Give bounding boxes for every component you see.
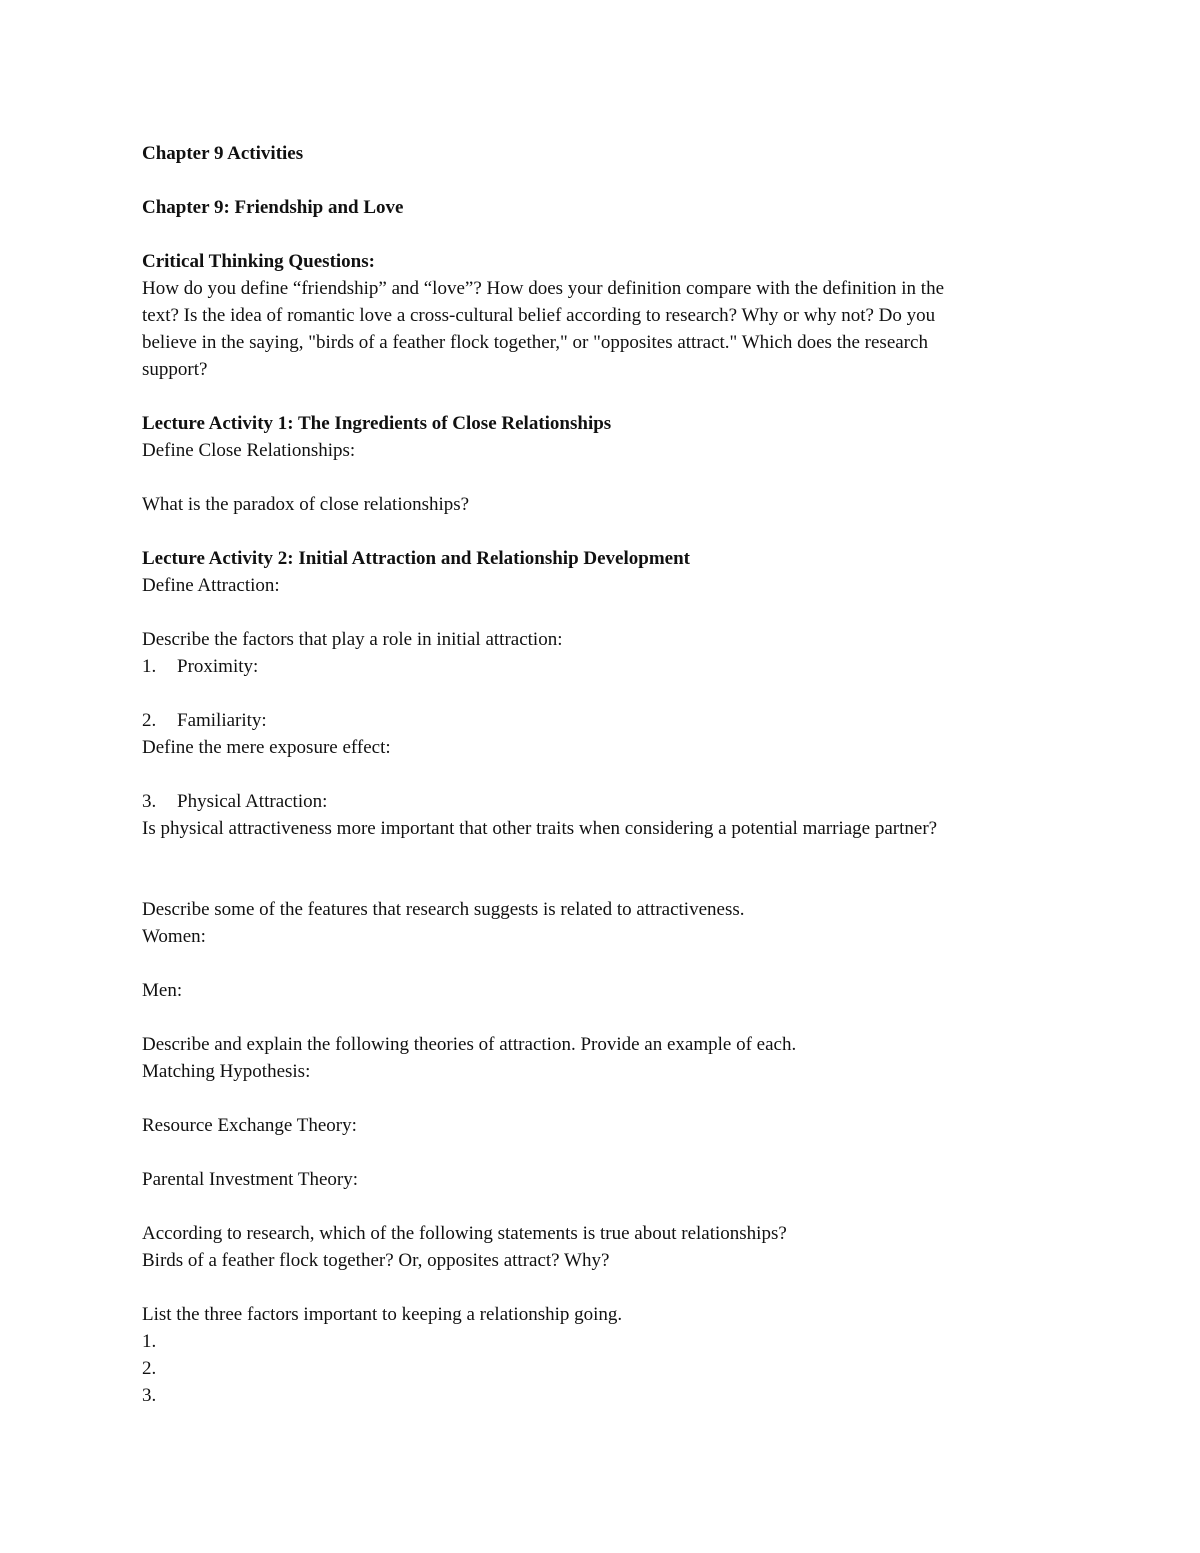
activity1-heading: Lecture Activity 1: The Ingredients of Close Relationships [142, 413, 612, 434]
chapter-heading: Chapter 9: Friendship and Love [142, 197, 404, 218]
list-item-number: 1. [142, 1331, 157, 1352]
factor-number: 2. [142, 710, 157, 731]
men-label: Men: [142, 980, 183, 1001]
critical-thinking-line: How do you define “friendship” and “love”? How does your definition compare with the definition in the [142, 278, 944, 299]
parental-investment-label: Parental Investment Theory: [142, 1169, 358, 1190]
factor-number: 3. [142, 791, 157, 812]
mere-exposure-prompt: Define the mere exposure effect: [142, 737, 391, 758]
theories-intro: Describe and explain the following theories of attraction. Provide an example of each. [142, 1034, 797, 1055]
factor-item-proximity [142, 653, 1062, 680]
physical-question: Is physical attractiveness more important that other traits when considering a potential marriage partner? [142, 818, 938, 839]
factor-label: Physical Attraction: [177, 791, 328, 812]
factors-intro: Describe the factors that play a role in initial attraction: [142, 629, 563, 650]
factor-label: Familiarity: [177, 710, 267, 731]
list-item-number: 3. [142, 1385, 157, 1406]
document-title: Chapter 9 Activities [142, 143, 304, 164]
list-intro: List the three factors important to keeping a relationship going. [142, 1304, 623, 1325]
factor-item-physical [142, 788, 1062, 815]
activity2-define: Define Attraction: [142, 575, 280, 596]
critical-thinking-line: text? Is the idea of romantic love a cross-cultural belief according to research? Why or why not? Do you [142, 305, 936, 326]
factor-item-familiarity [142, 707, 1062, 734]
critical-thinking-line: believe in the saying, "birds of a feather flock together," or "opposites attract." Which does the research [142, 332, 928, 353]
matching-hypothesis-label: Matching Hypothesis: [142, 1061, 311, 1082]
activity2-heading: Lecture Activity 2: Initial Attraction and Relationship Development [142, 548, 690, 569]
factor-number: 1. [142, 656, 157, 677]
activity1-paradox: What is the paradox of close relationships? [142, 494, 470, 515]
resource-exchange-label: Resource Exchange Theory: [142, 1115, 357, 1136]
research-question-line: Birds of a feather flock together? Or, opposites attract? Why? [142, 1250, 610, 1271]
critical-thinking-line: support? [142, 359, 208, 380]
features-prompt: Describe some of the features that research suggests is related to attractiveness. [142, 899, 745, 920]
women-label: Women: [142, 926, 206, 947]
factor-label: Proximity: [177, 656, 259, 677]
list-item-number: 2. [142, 1358, 157, 1379]
document-page [142, 140, 1062, 1409]
research-question-line: According to research, which of the following statements is true about relationships? [142, 1223, 787, 1244]
activity1-define: Define Close Relationships: [142, 440, 356, 461]
critical-thinking-heading: Critical Thinking Questions: [142, 251, 375, 272]
